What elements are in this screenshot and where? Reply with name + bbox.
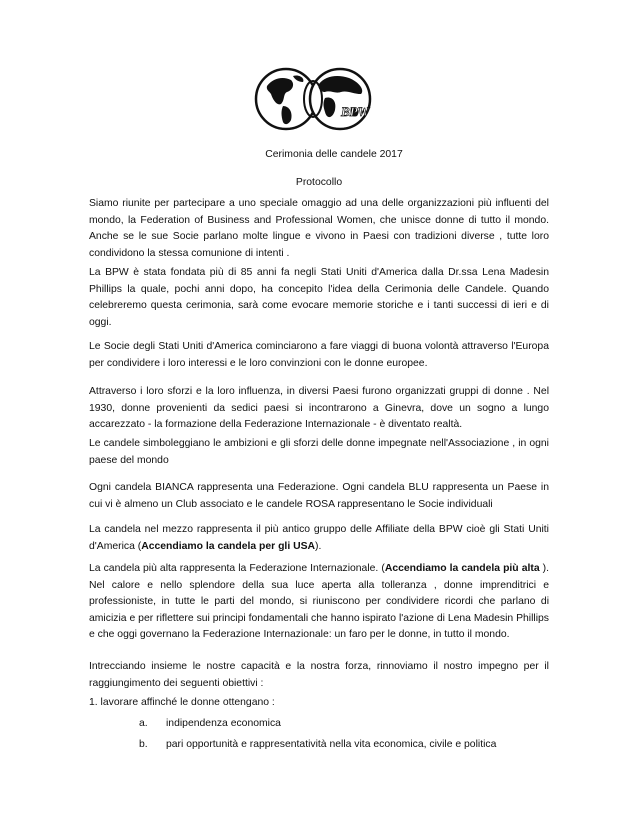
tallest-candle-rest: ). Nel calore e nello splendore della sua luce aperta alla tolleranza , donne imprenditrici e professioniste, in tutte le parti del mondo, si riuniscono per condividere ricordi che parlano di amicizia e per riflettere sui principi fondamentali che hanno ispirato l'azione di Lena Madesin Phillips e che oggi governano la Federazione Internazionale: un faro per le donne, in tutto il mondo. (89, 563, 549, 641)
paragraph-objectives: Intrecciando insieme le nostre capacità e la nostra forza, rinnoviamo il nostro impegno per il raggiungimento dei seguenti obiettivi : (89, 661, 549, 689)
middle-candle-close: ). (315, 540, 322, 552)
objective-b-text: pari opportunità e rappresentatività nella vita economica, civile e politica (166, 739, 497, 750)
paragraph-travels: Le Socie degli Stati Uniti d'America cominciarono a fare viaggi di buona volontà attraverso l'Europa per condividere i loro interessi e le loro convinzioni con le donne europee. (89, 341, 549, 369)
objective-a-label: a. (139, 718, 148, 729)
objective-b-label: b. (139, 739, 148, 750)
objective-a-text: indipendenza economica (166, 718, 281, 729)
paragraph-tallest-candle (89, 561, 549, 644)
paragraph-symbolism: Le candele simboleggiano le ambizioni e gli sforzi delle donne impegnate nell'Associazione , in ogni paese del mondo (89, 438, 549, 466)
paragraph-intro: Siamo riunite per partecipare a uno speciale omaggio ad una delle organizzazioni più influenti del mondo, la Federation of Business and Professional Women, che unisce donne di tutto il mondo. Anche se le sue Socie parlano molte lingue e vivono in Paesi con tradizioni diverse , tutte loro condividono la stessa comunione di intenti . (89, 198, 549, 259)
paragraph-middle-candle (89, 522, 549, 555)
document-subtitle: Protocollo (295, 177, 343, 188)
paragraph-candle-colors: Ogni candela BIANCA rappresenta una Federazione. Ogni candela BLU rappresenta un Paese in cui vi è almeno un Club associato e le candele ROSA rappresentano le Socie individuali (89, 482, 549, 510)
paragraph-founding: La BPW è stata fondata più di 85 anni fa negli Stati Uniti d'America dalla Dr.ssa Lena Madesin Phillips la quale, pochi anni dopo, ha concepito l'idea della Cerimonia delle Candele. Quando celebreremo questa cerimonia, sarà come evocare memorie storiche e i tanti successi di ieri e di oggi. (89, 267, 549, 328)
middle-candle-text: La candela nel mezzo rappresenta il più antico gruppo delle Affiliate della BPW cioè gli Stati Uniti d'America ( (89, 524, 549, 552)
tallest-candle-text: La candela più alta rappresenta la Federazione Internazionale. ( (89, 563, 385, 574)
paragraph-federation: Attraverso i loro sforzi e la loro influenza, in diversi Paesi furono organizzati gruppi di donne . Nel 1930, donne provenienti da sedici paesi si incontrarono a Ginevra, dove un sogno a lungo accarezzato - la formazione della Federazione Internazionale - è diventato realtà. (89, 386, 549, 431)
objective-item-1: 1. lavorare affinché le donne ottengano : (89, 697, 275, 708)
document-title: Cerimonia delle candele 2017 (265, 149, 403, 160)
light-tallest-candle-instruction: Accendiamo la candela più alta (384, 563, 540, 574)
light-usa-candle-instruction: Accendiamo la candela per gli USA (141, 540, 316, 552)
bpw-logo-text: BPW (341, 104, 370, 119)
bpw-logo (253, 64, 373, 134)
